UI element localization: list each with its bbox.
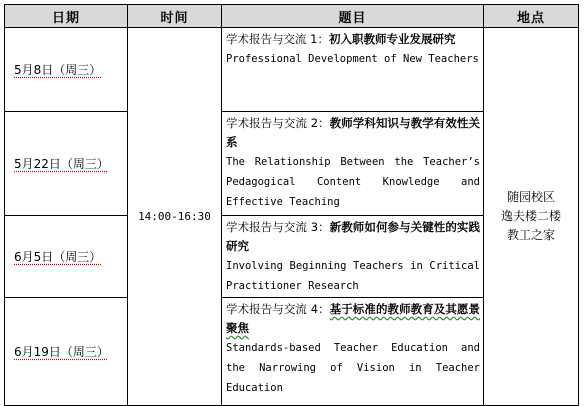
topic-chinese <box>226 300 480 338</box>
place-line: 随园校区 <box>506 190 555 204</box>
date-cell <box>5 298 128 406</box>
topic-chinese <box>226 30 480 49</box>
topic-title: 初入职教师专业发展研究 <box>328 32 456 46</box>
topic-title: 教师学科知识与教学有效性关系 <box>226 116 480 149</box>
date-text: 5月8日（周三） <box>14 63 102 77</box>
date-text: 6月5日（周三） <box>14 250 102 264</box>
place-line: 逸夫楼二楼 <box>500 209 561 223</box>
topic-english: The Relationship Between the Teacher’s Pedagogical Content Knowledge and Effective Teaching <box>226 156 480 208</box>
topic-english: Professional Development of New Teachers <box>226 53 479 65</box>
topic-prefix: 学术报告与交流 3： <box>226 220 330 234</box>
topic-cell <box>222 112 484 216</box>
topic-cell <box>222 298 484 406</box>
topic-cell <box>222 216 484 298</box>
topic-title: 基于标准的教师教育及其愿景聚焦 <box>226 302 480 335</box>
topic-cell <box>222 28 484 112</box>
date-cell <box>5 112 128 216</box>
header-row <box>5 5 579 28</box>
topic-title: 新教师如何参与关键性的实践研究 <box>226 220 480 253</box>
topic-english: Involving Beginning Teachers in Critical Practitioner Research <box>226 260 480 292</box>
topic-chinese <box>226 218 480 256</box>
time-cell: 14:00-16:30 <box>128 28 222 406</box>
header-place: 地点 <box>484 5 579 28</box>
topic-prefix: 学术报告与交流 1： <box>226 32 329 46</box>
header-time: 时间 <box>128 5 222 28</box>
date-cell <box>5 216 128 298</box>
topic-prefix: 学术报告与交流 2： <box>226 116 330 130</box>
header-topic: 题目 <box>222 5 484 28</box>
place-cell <box>484 28 579 406</box>
place-line: 教工之家 <box>506 228 555 242</box>
header-date: 日期 <box>5 5 128 28</box>
schedule-table <box>4 4 579 406</box>
topic-chinese <box>226 114 480 152</box>
topic-prefix: 学术报告与交流 4： <box>226 302 330 316</box>
date-text: 6月19日（周三） <box>14 345 109 359</box>
table-row <box>5 28 579 112</box>
date-text: 5月22日（周三） <box>14 157 109 171</box>
topic-english: Standards-based Teacher Education and the Narrowing of Vision in Teacher Education <box>226 342 480 394</box>
date-cell <box>5 28 128 112</box>
